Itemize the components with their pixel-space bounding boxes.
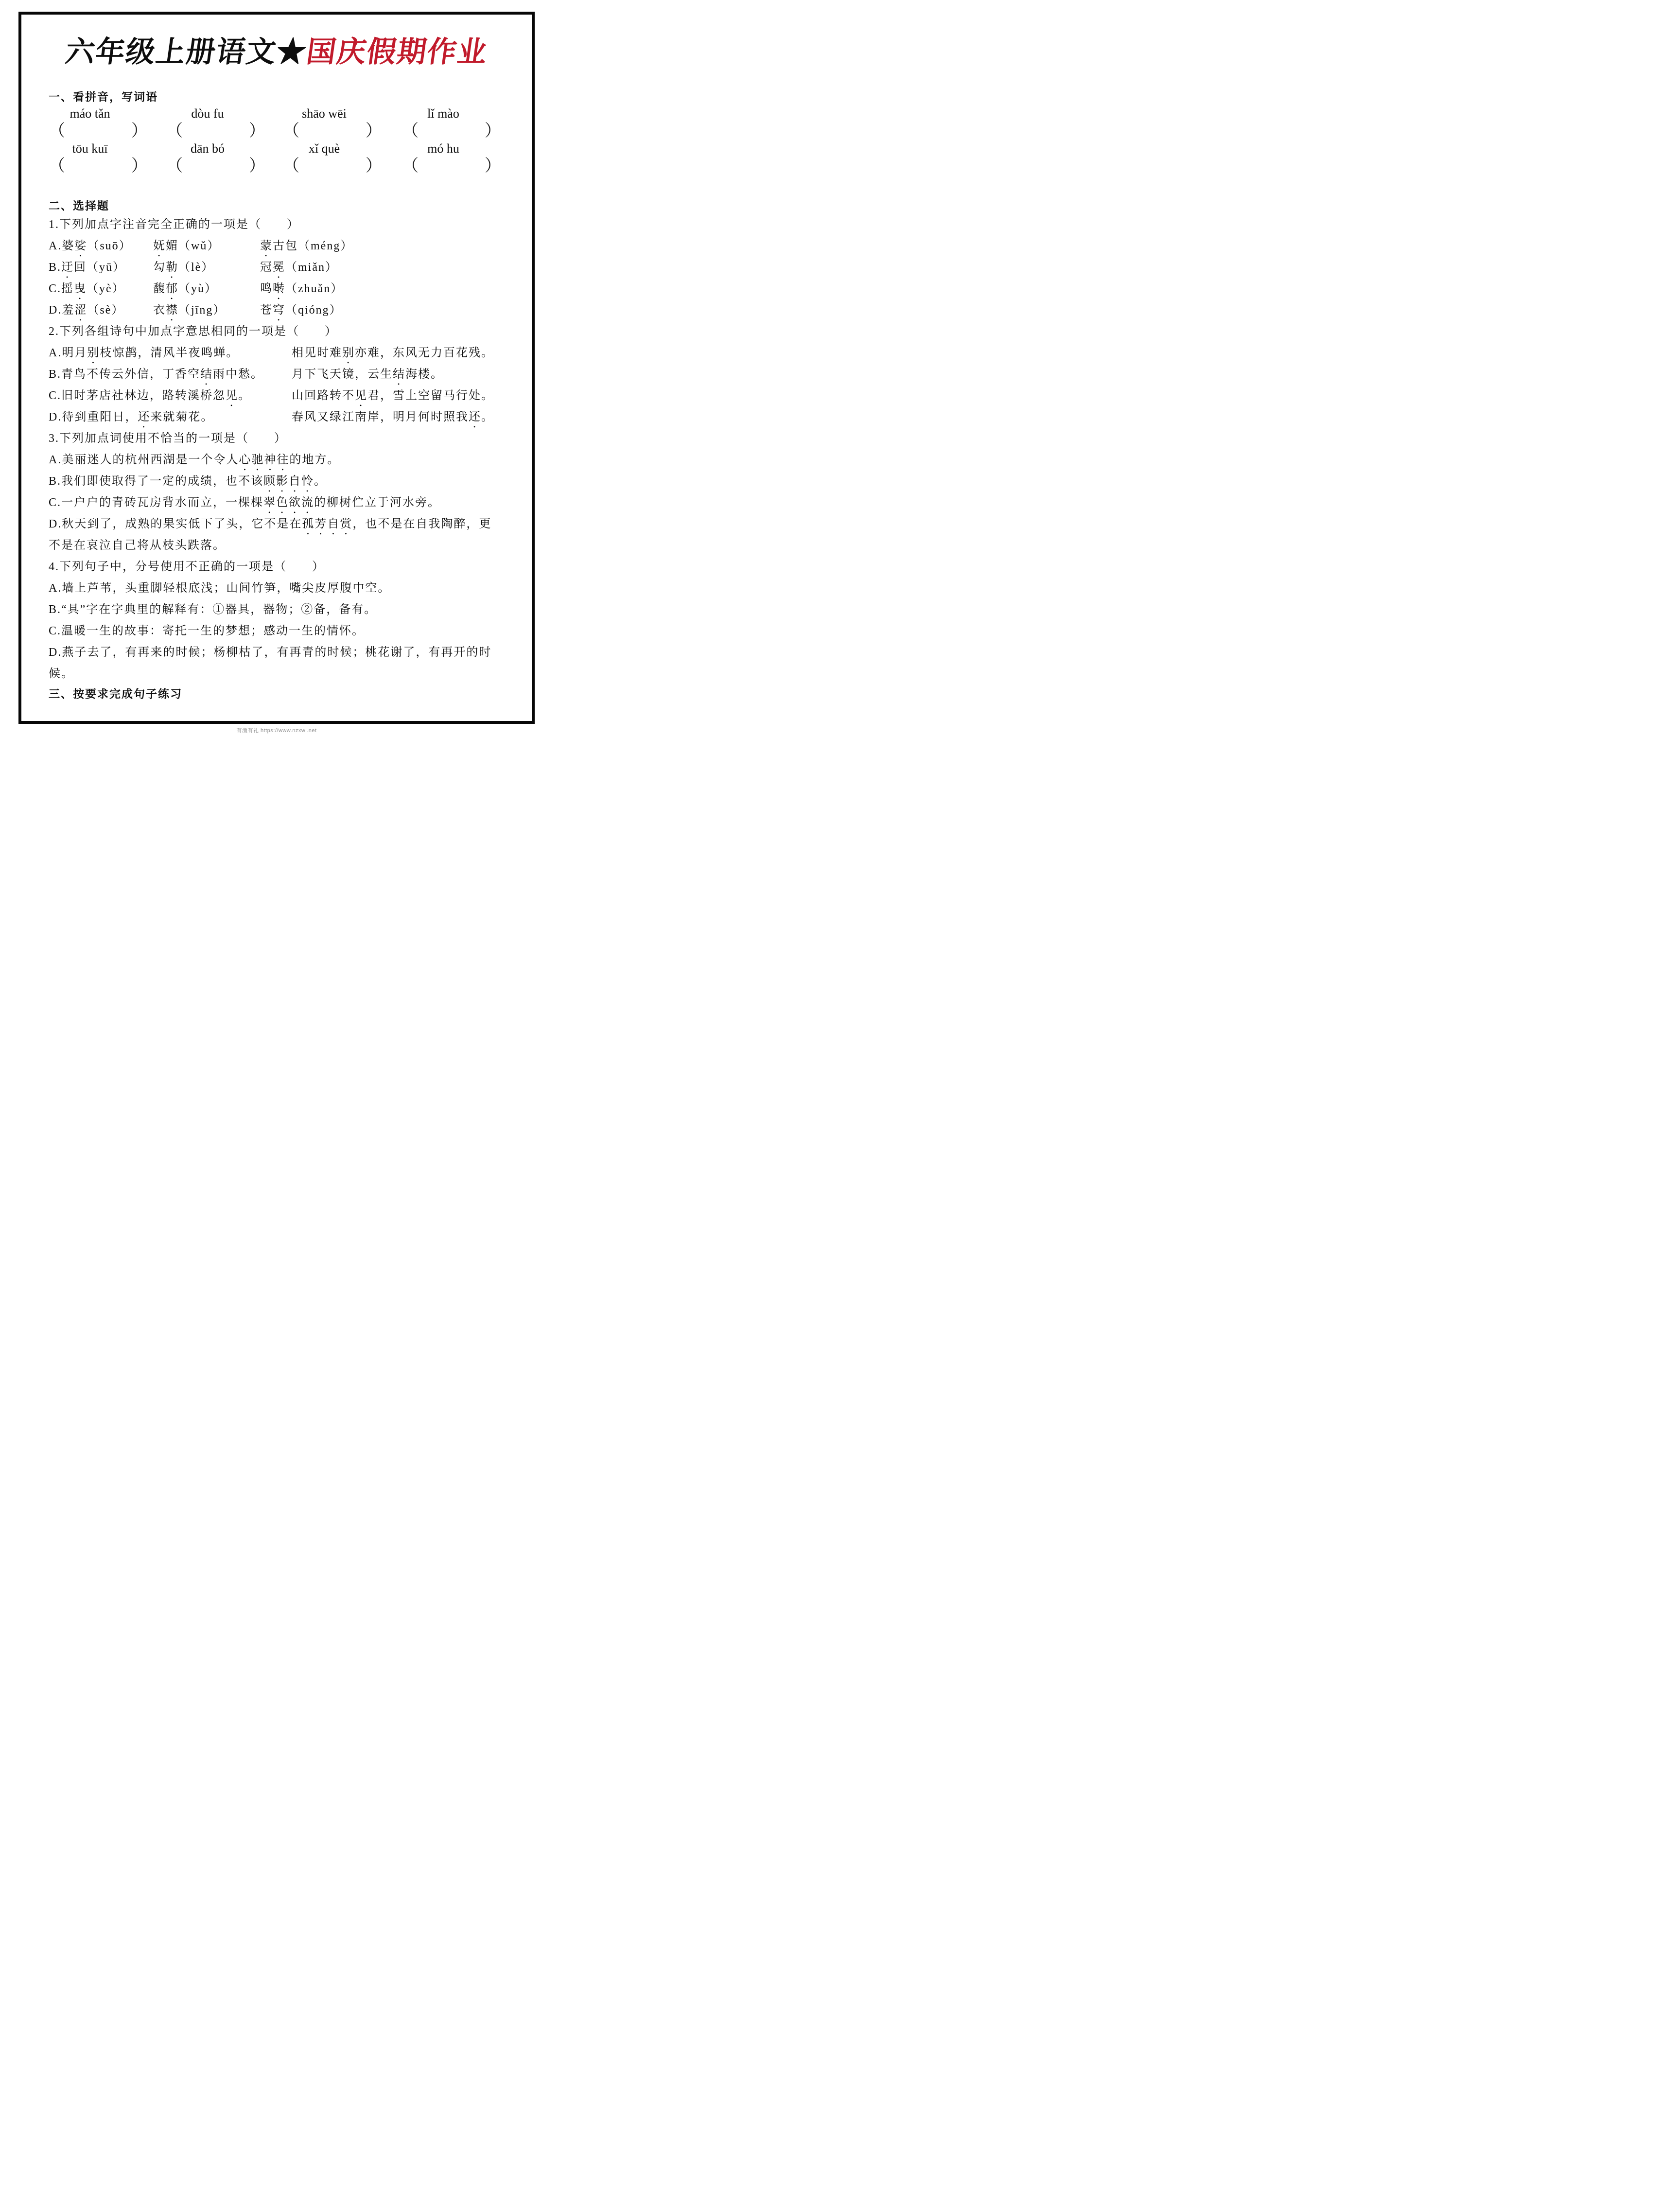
q3-option-d-line-2: 不是在哀泣自己将从枝头跌落。: [49, 539, 226, 552]
q1-option-b: [49, 257, 537, 278]
choice-section-heading: 二、选择题: [49, 200, 109, 212]
pinyin-section-heading: 一、看拼音，写词语: [49, 91, 158, 103]
q2-d-left: D.待到重阳日，还来就菊花。: [49, 411, 214, 423]
q2-d-right: 春风又绿江南岸，明月何时照我还。: [292, 411, 494, 423]
q4-option-d-line-2: 候。: [49, 667, 74, 680]
pinyin-word: mó hu: [427, 141, 459, 156]
answer-blank: （ ）: [402, 157, 501, 175]
q1-option-c: [49, 278, 537, 299]
answer-blank: （ ）: [49, 122, 148, 140]
q1-option-a: [49, 235, 537, 257]
q1-d-group-1: D.羞涩（sè）: [49, 304, 124, 316]
pinyin-word: dān bó: [190, 141, 225, 156]
q1-option-d: [49, 299, 537, 321]
q2-b-right: 月下飞天镜，云生结海楼。: [292, 368, 443, 381]
page-title: [0, 25, 553, 79]
q4-option-c: C.温暖一生的故事：寄托一生的梦想；感动一生的情怀。: [49, 625, 365, 637]
q2-stem: 2.下列各组诗句中加点字意思相同的一项是（ ）: [49, 325, 337, 338]
q3-option-a: A.美丽迷人的杭州西湖是一个令人心驰神往的地方。: [49, 454, 340, 466]
page-title-black: 六年级上册语文★: [63, 36, 309, 68]
q4-stem: 4.下列句子中，分号使用不正确的一项是（ ）: [49, 561, 325, 573]
q1-a-group-3: 蒙古包（méng）: [260, 240, 353, 252]
q2-option-c: [49, 385, 537, 406]
q4-option-d-line-1: D.燕子去了，有再来的时候；杨柳枯了，有再青的时候；桃花谢了，有再开的时: [49, 646, 492, 659]
q4-option-b: B.“具”字在字典里的解释有：①器具，器物；②备，备有。: [49, 603, 377, 616]
q3-option-d-line-1: D.秋天到了，成熟的果实低下了头，它不是在孤芳自赏，也不是在自我陶醉，更: [49, 518, 492, 530]
pinyin-word: lǐ mào: [427, 106, 459, 121]
q3-option-c: C.一户户的青砖瓦房背水而立，一棵棵翠色欲流的柳树伫立于河水旁。: [49, 496, 441, 509]
q1-d-group-3: 苍穹（qióng）: [260, 304, 342, 316]
q1-b-group-2: 勾勒（lè）: [153, 261, 214, 274]
page-title-red: 国庆假期作业: [304, 36, 490, 68]
answer-blank: （ ）: [49, 157, 148, 175]
q1-a-group-2: 妩媚（wǔ）: [153, 240, 220, 252]
q2-c-right: 山回路转不见君，雪上空留马行处。: [292, 389, 494, 402]
answer-blank: （ ）: [283, 122, 382, 140]
q4-option-a: A.墙上芦苇，头重脚轻根底浅；山间竹笋，嘴尖皮厚腹中空。: [49, 582, 391, 595]
sentence-section-heading: 三、按要求完成句子练习: [49, 688, 182, 700]
q2-c-left: C.旧时茅店社林边，路转溪桥忽见。: [49, 389, 251, 402]
answer-parens-row-1: [49, 123, 537, 140]
answer-blank: （ ）: [402, 122, 501, 140]
q1-a-group-1: A.婆娑（suō）: [49, 240, 132, 252]
pinyin-word: tōu kuī: [72, 141, 108, 156]
q2-option-b: [49, 364, 537, 385]
pinyin-word: xǐ què: [308, 141, 340, 156]
footer-watermark: 有渔有礼 https://www.nzxwl.net: [236, 728, 317, 734]
sentence-section: [49, 686, 537, 702]
q1-c-group-2: 馥郁（yù）: [153, 282, 217, 295]
choice-section: [49, 198, 537, 685]
pinyin-word: dòu fu: [191, 106, 224, 121]
q1-b-group-3: 冠冕（miǎn）: [260, 261, 338, 274]
worksheet-page: [0, 0, 553, 737]
pinyin-section: [49, 89, 537, 175]
answer-blank: （ ）: [283, 157, 382, 175]
q2-b-left: B.青鸟不传云外信，丁香空结雨中愁。: [49, 368, 264, 381]
q3-option-b: B.我们即使取得了一定的成绩，也不该顾影自怜。: [49, 475, 327, 488]
q2-option-a: [49, 342, 537, 364]
q2-a-left: A.明月别枝惊鹊，清风半夜鸣蝉。: [49, 347, 239, 359]
q1-d-group-2: 衣襟（jīng）: [153, 304, 226, 316]
pinyin-word: máo tǎn: [70, 106, 110, 121]
q1-c-group-3: 鸣啭（zhuǎn）: [260, 282, 344, 295]
answer-parens-row-2: [49, 158, 537, 175]
answer-blank: （ ）: [166, 157, 265, 175]
q1-b-group-1: B.迂回（yū）: [49, 261, 126, 274]
q2-option-d: [49, 406, 537, 428]
q1-c-group-1: C.摇曳（yè）: [49, 282, 125, 295]
q2-a-right: 相见时难别亦难，东风无力百花残。: [292, 347, 494, 359]
q3-stem: 3.下列加点词使用不恰当的一项是（ ）: [49, 432, 287, 445]
pinyin-word: shāo wēi: [302, 106, 347, 121]
q1-stem: 1.下列加点字注音完全正确的一项是（ ）: [49, 218, 299, 231]
answer-blank: （ ）: [166, 122, 265, 140]
pinyin-row-1: [49, 105, 537, 123]
pinyin-row-2: [49, 140, 537, 158]
